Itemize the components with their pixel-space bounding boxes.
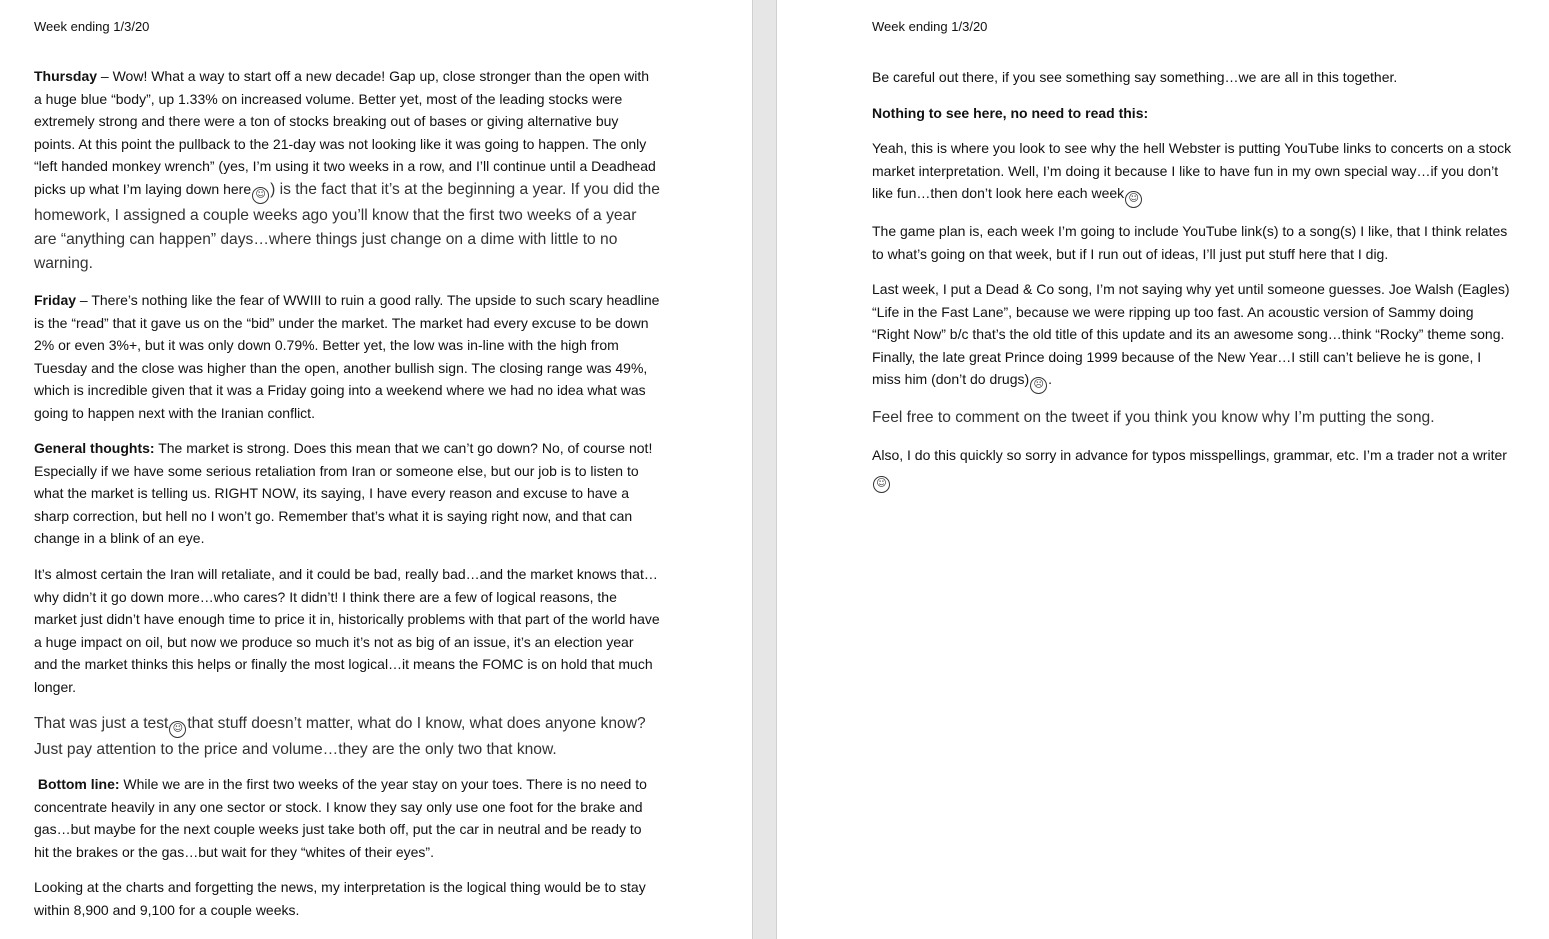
test-text-1: That was just a test xyxy=(34,715,169,732)
wink-emoji-icon: ☺ xyxy=(252,187,269,204)
page-header: Week ending 1/3/20 xyxy=(872,19,988,34)
wink-emoji-icon: ☺ xyxy=(1125,191,1142,208)
wink-emoji-icon: ☺ xyxy=(169,721,186,738)
general-thoughts-text: The market is strong. Does this mean that we can’t go down? No, of course not! Especially if we have some serious retaliation from Iran or someone else, but our job is to listen to what the market is telling us. RIGHT NOW, its saying, I have every reason and excuse to have a sharp correction, but hell no I won’t go. Remember that’s what it is saying right now, and that can change in a blink of an eye. xyxy=(34,440,653,547)
test-text-2: that stuff doesn’t matter, what do I know, what does anyone know? Just pay attention to the price and volume…they are the only two that know. xyxy=(34,715,646,758)
thursday-label: Thursday xyxy=(34,68,98,84)
paragraph-yeah xyxy=(872,137,1512,208)
paragraph-careful: Be careful out there, if you see something say something…we are all in this together. xyxy=(872,69,1398,85)
nothing-to-see-label: Nothing to see here, no need to read this: xyxy=(872,105,1149,121)
paragraph-also xyxy=(872,444,1512,493)
thursday-text-1: – Wow! What a way to start off a new decade! Gap up, close stronger than the open with a huge blue “body”, up 1.33% on increased volume. Better yet, most of the leading stocks were extremely strong and there were a ton of stocks breaking out of bases or giving alternative buy points. At this point the pullback to the 21-day was not looking like it was going to happen. The only “left handed monkey wrench” (yes, I’m using it two weeks in a row, and I’ll continue until a Deadhead picks up what I’m laying down here xyxy=(34,68,656,197)
page-gutter xyxy=(752,0,777,939)
paragraph-bottom-line xyxy=(34,773,654,863)
friday-text: – There’s nothing like the fear of WWIII to ruin a good rally. The upside to such scary headline is the “read” that it gave us on the “bid” under the market. The market had every excuse to be down 2% or even 3%+, but it was only down 0.79%. Better yet, the low was in-line with the high from Tuesday and the close was higher than the open, another bullish sign. The closing range was 49%, which is incredible given that it was a Friday going into a weekend where we had no idea what was going to happen next with the Iranian conflict. xyxy=(34,292,660,421)
last-week-end: . xyxy=(1048,371,1053,388)
paragraph-general-thoughts xyxy=(34,437,660,550)
paragraph-charts: Looking at the charts and forgetting the news, my interpretation is the logical thing would be to stay within 8,900 and 9,100 for a couple weeks. xyxy=(34,879,646,918)
general-thoughts-label: General thoughts: xyxy=(34,440,155,456)
also-text: Also, I do this quickly so sorry in advance for typos misspellings, grammar, etc. I’m a trader not a writer xyxy=(872,447,1507,463)
sad-emoji-icon: ☹ xyxy=(1030,377,1047,394)
paragraph-thursday xyxy=(34,65,660,276)
paragraph-game-plan: The game plan is, each week I’m going to include YouTube link(s) to a song(s) I like, that I think relates to what’s going on that week, but if I run out of ideas, I’ll just put stuff here that I dig. xyxy=(872,223,1508,262)
bottom-line-text: While we are in the first two weeks of the year stay on your toes. There is no need to concentrate heavily in any one sector or stock. I know they say only use one foot for the brake and gas…but maybe for the next couple weeks just take both off, put the car in neutral and be ready to hit the brakes or the gas…but wait for they “whites of their eyes”. xyxy=(34,776,647,860)
friday-label: Friday xyxy=(34,292,77,308)
paragraph-iran: It’s almost certain the Iran will retaliate, and it could be bad, really bad…and the market knows that…why didn’t it go down more…who cares? It didn’t! I think there are a few of logical reasons, the market just didn’t have enough time to price it in, historically problems with that part of the world have a huge impact on oil, but now we produce so much it’s not as big of an issue, it’s an election year and the market thinks this helps or finally the most logical…it means the FOMC is on hold that much longer. xyxy=(34,566,660,695)
paragraph-feel-free: Feel free to comment on the tweet if you think you know why I’m putting the song. xyxy=(872,409,1435,426)
bottom-line-label: Bottom line: xyxy=(37,776,120,792)
yeah-text: Yeah, this is where you look to see why the hell Webster is putting YouTube links to concerts on a stock market interpretation. Well, I’m doing it because I like to have fun in my own special way…if you don’t like fun…then don’t look here each week xyxy=(872,140,1512,202)
page-header: Week ending 1/3/20 xyxy=(34,19,150,34)
document-page-right xyxy=(777,0,1549,939)
paragraph-friday xyxy=(34,289,660,425)
paragraph-test xyxy=(34,712,664,762)
heading-nothing-to-see xyxy=(872,102,1512,125)
thursday-text-2: ) is the fact that it’s at the beginning a year. If you did the homework, I assigned a couple weeks ago you’ll know that the first two weeks of a year are “anything can happen” days…where things just change on a dime with little to no warning. xyxy=(34,180,660,272)
last-week-text: Last week, I put a Dead & Co song, I’m not saying why yet until someone guesses. Joe Walsh (Eagles) “Life in the Fast Lane”, because we were ripping up too fast. An acoustic version of Sammy doing “Right Now” b/c that’s the old title of this update and its an awesome song…think “Rocky” theme song. Finally, the late great Prince doing 1999 because of the New Year…I still can’t believe he is gone, I miss him (don’t do drugs) xyxy=(872,281,1510,388)
wink-emoji-icon: ☺ xyxy=(873,476,890,493)
paragraph-last-week xyxy=(872,278,1512,394)
document-page-left xyxy=(0,0,752,939)
